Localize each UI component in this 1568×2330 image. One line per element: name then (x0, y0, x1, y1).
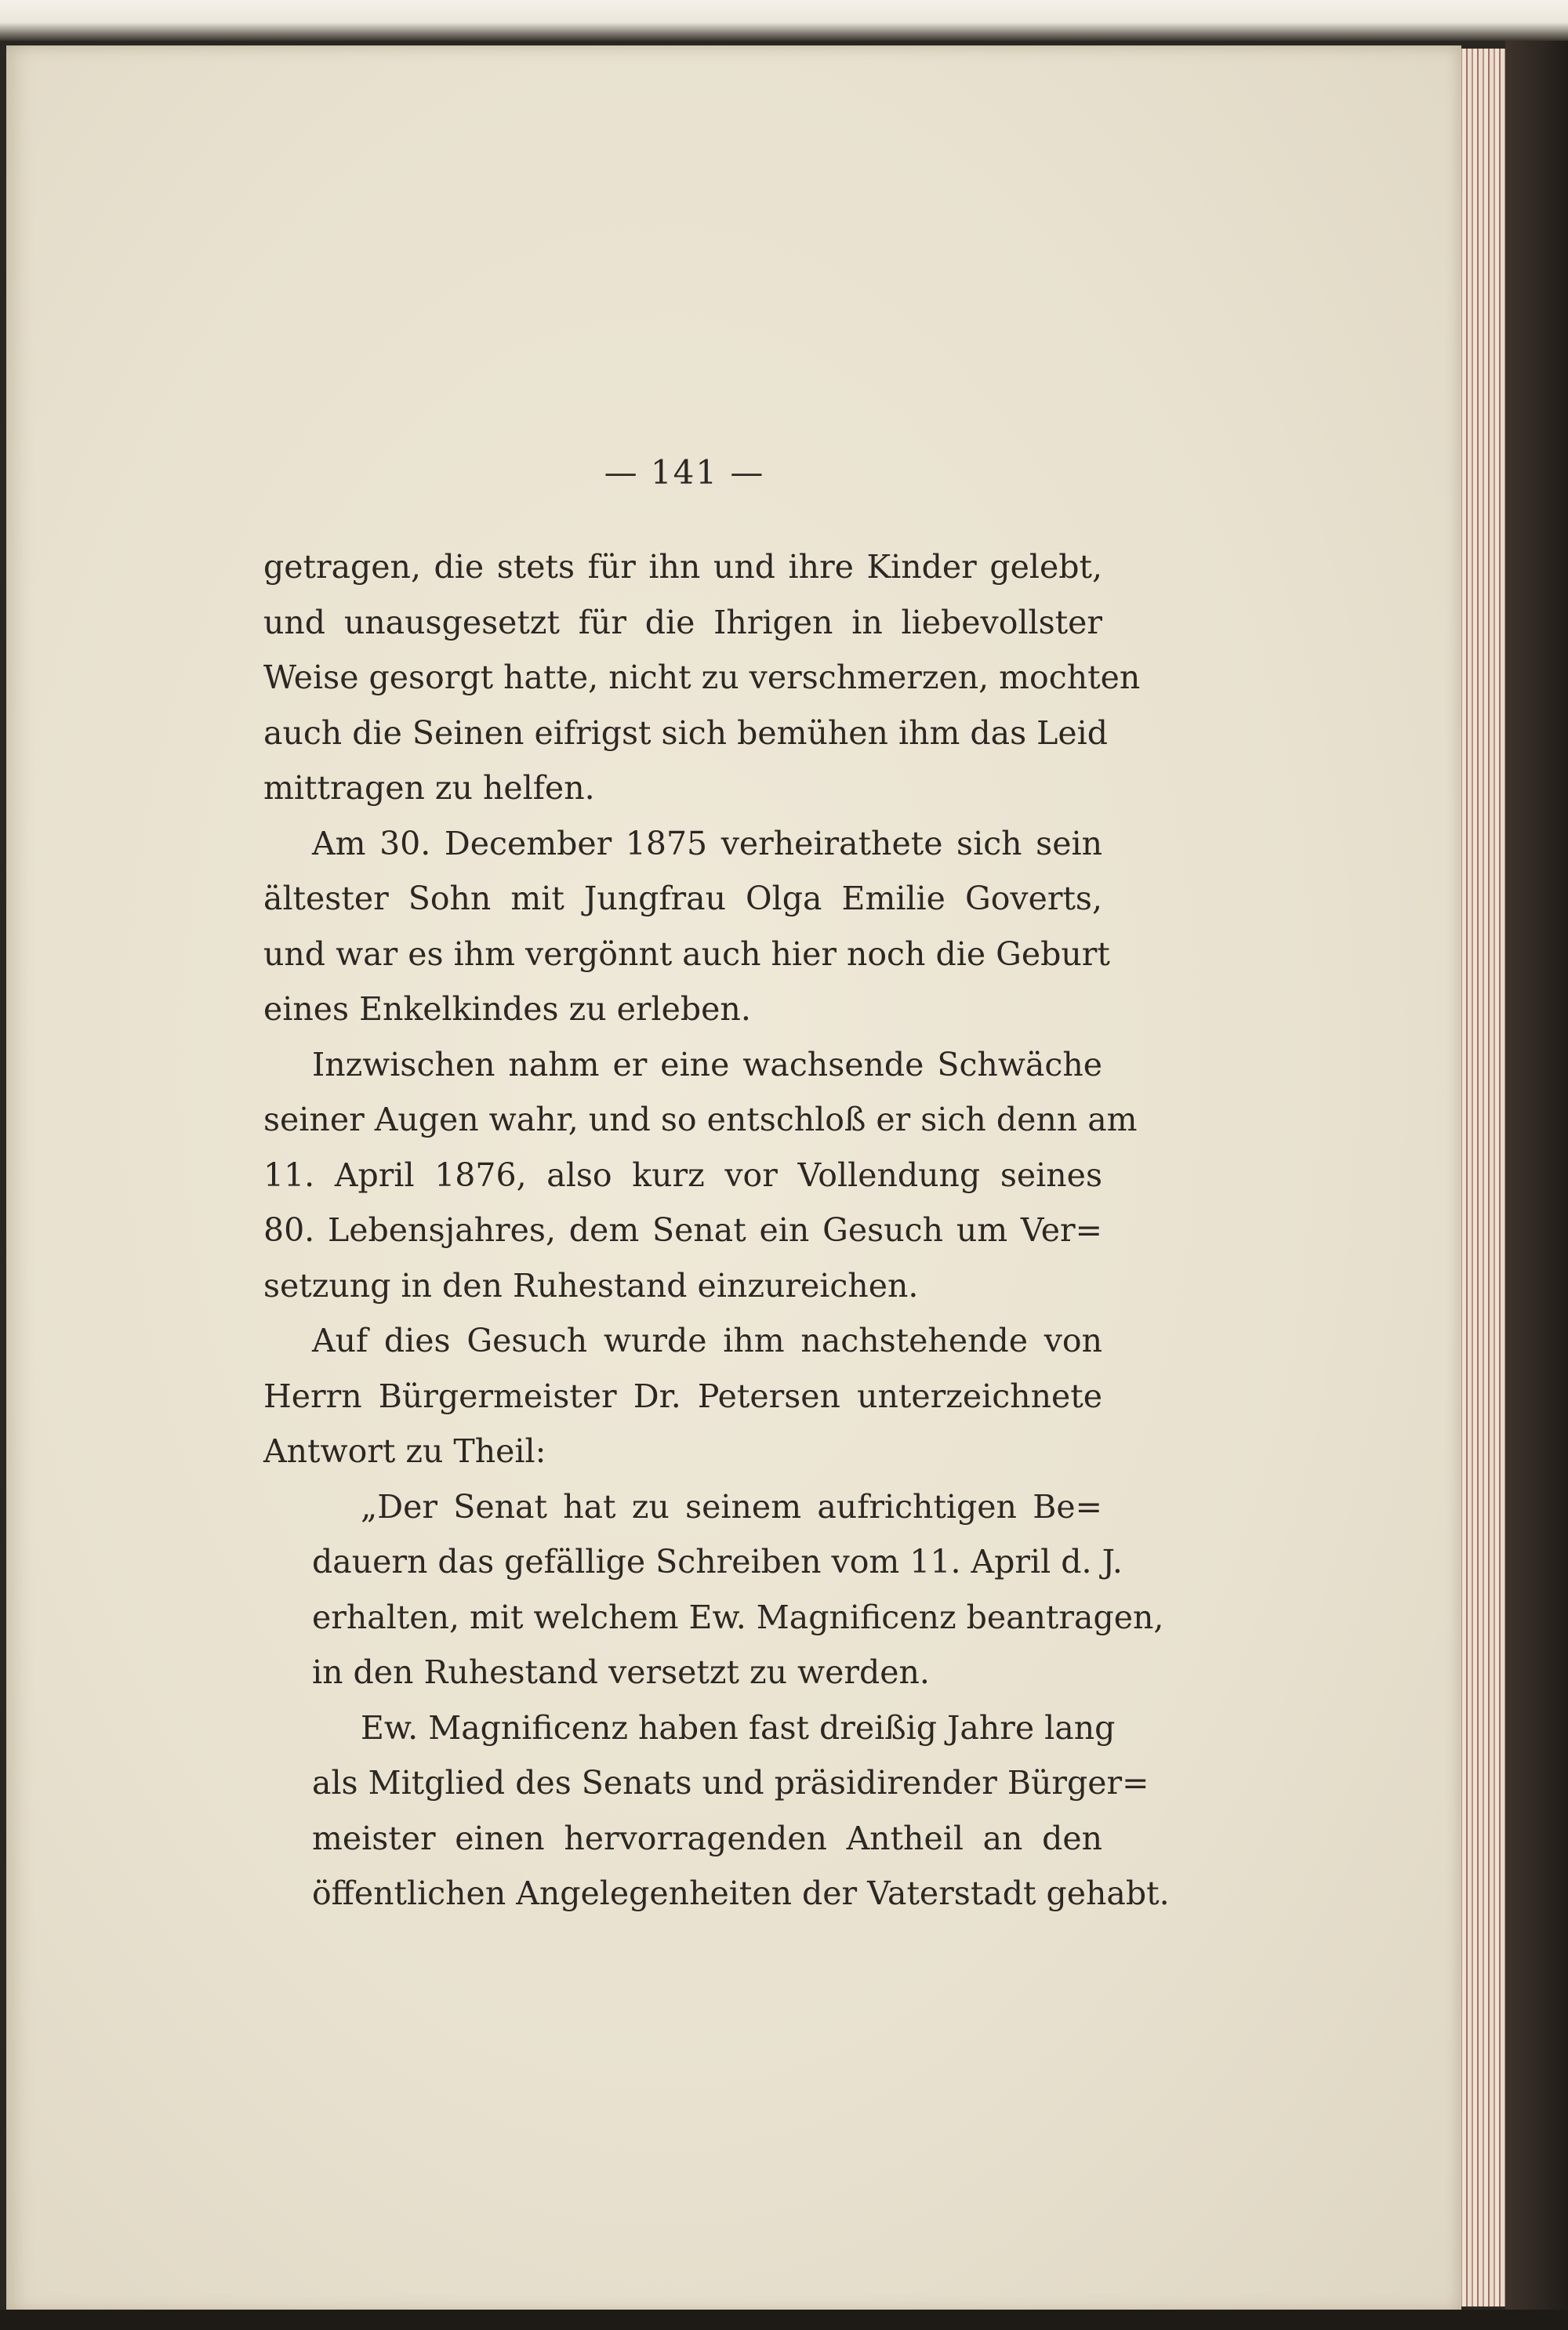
text-line: öffentlichen Angelegenheiten der Vaterstadt gehabt. (312, 1875, 1170, 1912)
text-line: dauern das gefällige Schreiben vom 11. April d. J. (312, 1543, 1123, 1581)
text-line: getragen, die stets für ihn und ihre Kinder gelebt, (263, 548, 1102, 586)
text-line: auch die Seinen eifrigst sich bemühen ihm das Leid (263, 713, 1109, 752)
text-line: Ew. Magnificenz haben fast dreißig Jahre lang (361, 1708, 1116, 1747)
text-line: erhalten, mit welchem Ew. Magnificenz beantragen, (312, 1598, 1164, 1636)
page-number: — 141 — (604, 453, 765, 492)
text-line: meister einen hervorragenden Antheil an den (312, 1819, 1102, 1857)
text-line: mittragen zu helfen. (263, 769, 595, 807)
text-line: Herrn Bürgermeister Dr. Petersen unterzeichnete (263, 1377, 1102, 1415)
bottom-shadow (0, 2310, 1568, 2330)
text-line: „Der Senat hat zu seinem aufrichtigen Be= (361, 1487, 1102, 1526)
text-line: in den Ruhestand versetzt zu werden. (312, 1653, 930, 1691)
text-line: 80. Lebensjahres, dem Senat ein Gesuch um Ver= (263, 1211, 1102, 1249)
page-edges (1457, 49, 1505, 2306)
text-line: als Mitglied des Senats und präsidirender Bürger= (312, 1764, 1149, 1802)
text-lines (263, 539, 1170, 1922)
text-line: Inzwischen nahm er eine wachsende Schwäche (312, 1045, 1102, 1083)
text-line: setzung in den Ruhestand einzureichen. (263, 1266, 919, 1305)
text-line: ältester Sohn mit Jungfrau Olga Emilie Goverts, (263, 880, 1102, 917)
book-page (6, 45, 1461, 2313)
text-line: Am 30. December 1875 verheirathete sich sein (312, 824, 1102, 862)
text-line: Antwort zu Theil: (263, 1432, 546, 1470)
text-line: seiner Augen wahr, und so entschloß er sich denn am (263, 1101, 1138, 1138)
top-margin-strip (0, 0, 1568, 41)
text-line: Weise gesorgt hatte, nicht zu verschmerzen, mochten (263, 659, 1141, 696)
text-line: und war es ihm vergönnt auch hier noch die Geburt (263, 935, 1110, 973)
text-line: 11. April 1876, also kurz vor Vollendung seines (263, 1156, 1102, 1194)
book-cover-edge (1505, 41, 1568, 2330)
text-line: und unausgesetzt für die Ihrigen in liebevollster (263, 603, 1102, 641)
text-line: eines Enkelkindes zu erleben. (263, 990, 751, 1028)
text-line: Auf dies Gesuch wurde ihm nachstehende von (312, 1322, 1102, 1359)
